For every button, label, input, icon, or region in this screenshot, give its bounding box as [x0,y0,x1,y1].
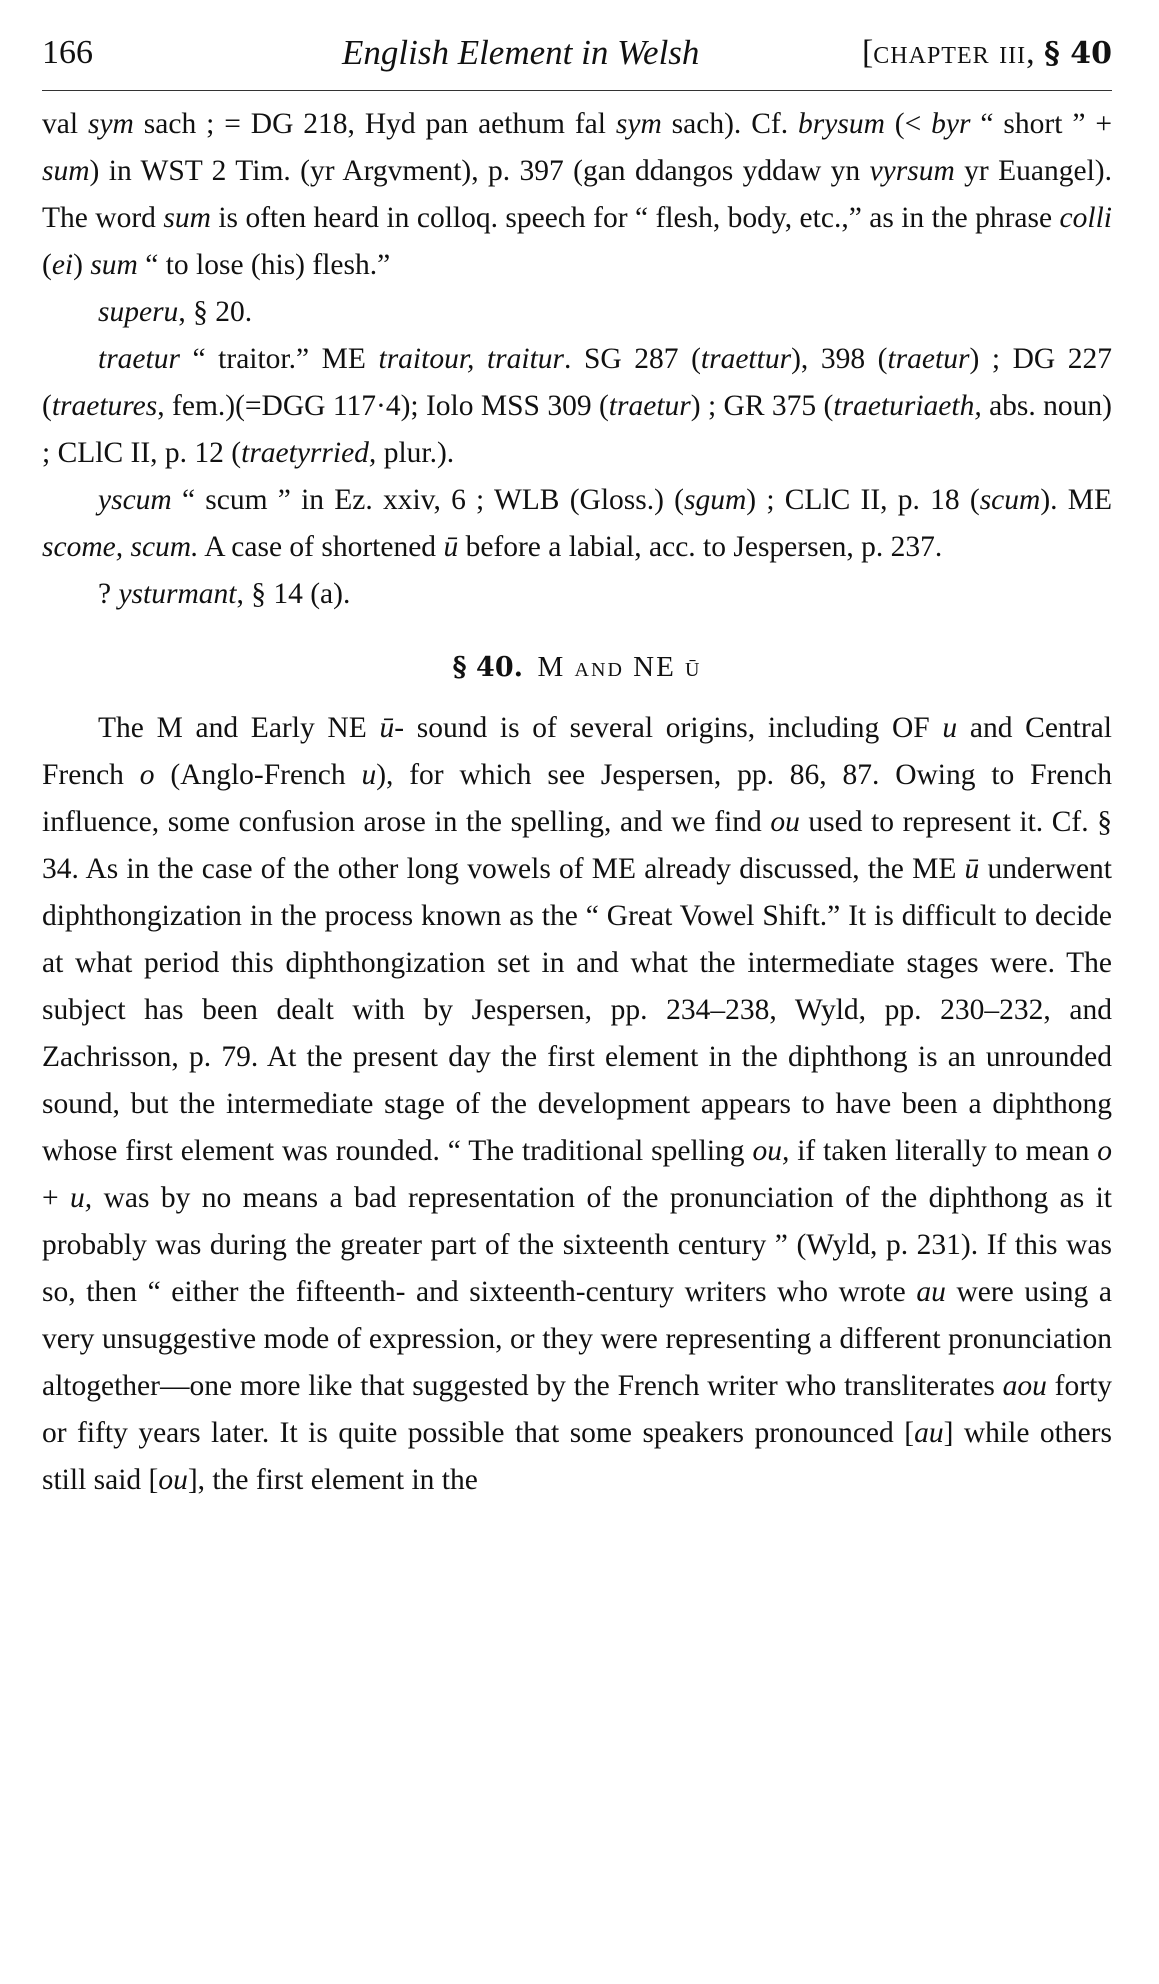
running-head [42,28,1112,78]
italic-term: ou, [752,1135,790,1167]
italic-term: superu [98,296,179,328]
section-number: § 40. [452,652,524,683]
italic-term: vyrsum [869,155,955,187]
italic-term: sym [615,108,662,140]
chapter-bracket: [ [861,34,874,71]
chapter-reference [862,28,1112,79]
italic-term: traetures [51,390,158,422]
entry-traetur: traetur “ traitor.” ME traitour, traitur. SG 287 (traettur), 398 (traetur) ; DG 227 (traetures, fem.)(=DGG 117·4); Iolo MSS 309 (traetur) ; GR 375 (traeturiaeth, abs. noun) ; CLlC II, p. 12 (traetyrried, plur.). [42,343,1113,469]
body-text [42,101,1112,1504]
italic-term: au [916,1276,946,1308]
italic-term: traetur [608,390,691,422]
page-number: 166 [42,34,93,71]
entry-yscum: yscum “ scum ” in Ez. xxiv, 6 ; WLB (Gloss.) (sgum) ; CLlC II, p. 18 (scum). ME scome, scum. A case of shortened ū before a labial, acc. to Jespersen, p. 237. [42,484,1112,563]
italic-term: scum [979,484,1041,516]
italic-term: ū [443,531,459,563]
italic-term: ou [770,806,800,838]
entry-ysturmant: ? ysturmant, § 14 (a). [98,578,351,610]
entry-superu: superu, § 20. [98,296,253,328]
paragraph-me-u-sound: The M and Early NE ū- sound is of several origins, including OF u and Central French o (Anglo-French u), for which see Jespersen, pp. 86, 87. Owing to French influence, some confusion arose in the spelling, and we find ou used to represent it. Cf. § 34. As in the case of the other long vowels of ME already discussed, the ME ū underwent diphthongization in the process known as the “ Great Vowel Shift.” It is difficult to decide at what period this diphthongization set in and what the intermediate stages were. The subject has been dealt with by Jespersen, pp. 234–238, Wyld, pp. 230–232, and Zachrisson, p. 79. At the present day the first element in the diphthong is an unrounded sound, but the intermediate stage of the development appears to have been a diphthong whose first element was rounded. “ The traditional spelling ou, if taken literally to mean o + u, was by no means a bad representation of the pronunciation of the diphthong as it probably was during the greater part of the sixteenth century ” (Wyld, p. 231). If this was so, then “ either the fifteenth- and sixteenth-century writers who wrote au were using a very unsuggestive mode of expression, or they were representing a different pronunciation altogether—one more like that suggested by the French writer who transliterates aou forty or fifty years later. It is quite possible that some speakers pronounced [au] while others still said [ou], the first element in the [42,712,1113,1496]
italic-term: o [139,759,155,791]
italic-term: sym [87,108,134,140]
italic-term: traitour, traitur [378,343,565,375]
italic-term: sgum [683,484,747,516]
italic-term: ei [51,249,74,281]
italic-term: sum [163,202,211,234]
italic-term: scome, scum. [42,531,199,563]
italic-term: traetyrried, [241,437,377,469]
spacer [42,691,1112,705]
italic-term: traettur [700,343,792,375]
italic-term: ū [964,853,980,885]
italic-term: sum [42,155,90,187]
italic-term: u [942,712,958,744]
chapter-label: chapter iii, [873,34,1036,71]
page [42,28,1112,1504]
paragraph-sym-continuation: val sym sach ; = DG 218, Hyd pan aethum fal sym sach). Cf. brysum (< byr “ short ” + sum) in WST 2 Tim. (yr Argvment), p. 397 (gan ddangos yddaw yn vyrsum yr Euangel). The word sum is often heard in colloq. speech for “ flesh, body, etc.,” as in the phrase colli (ei) sum “ to lose (his) flesh.” [42,108,1112,281]
running-title: English Element in Welsh [342,33,700,72]
italic-term: ysturmant [118,578,237,610]
header-rule [42,90,1112,91]
section-heading [42,644,1112,691]
italic-term: traetur [98,343,180,375]
italic-term: o [1097,1135,1113,1167]
italic-term: ū [379,712,395,744]
italic-term: ou [158,1464,188,1496]
italic-term: sum [90,249,138,281]
italic-term: traetur [887,343,970,375]
spacer [42,618,1112,644]
italic-term: yscum [98,484,172,516]
italic-term: u [361,759,377,791]
section-title: M and NE ū [537,651,702,683]
section-reference: § 40 [1044,36,1112,71]
italic-term: traeturiaeth, [833,390,982,422]
italic-term: byr [931,108,971,140]
italic-term: aou [1002,1370,1047,1402]
italic-term: colli [1059,202,1112,234]
italic-term: u, [70,1182,93,1214]
italic-term: brysum [798,108,885,140]
italic-term: au [914,1417,944,1449]
